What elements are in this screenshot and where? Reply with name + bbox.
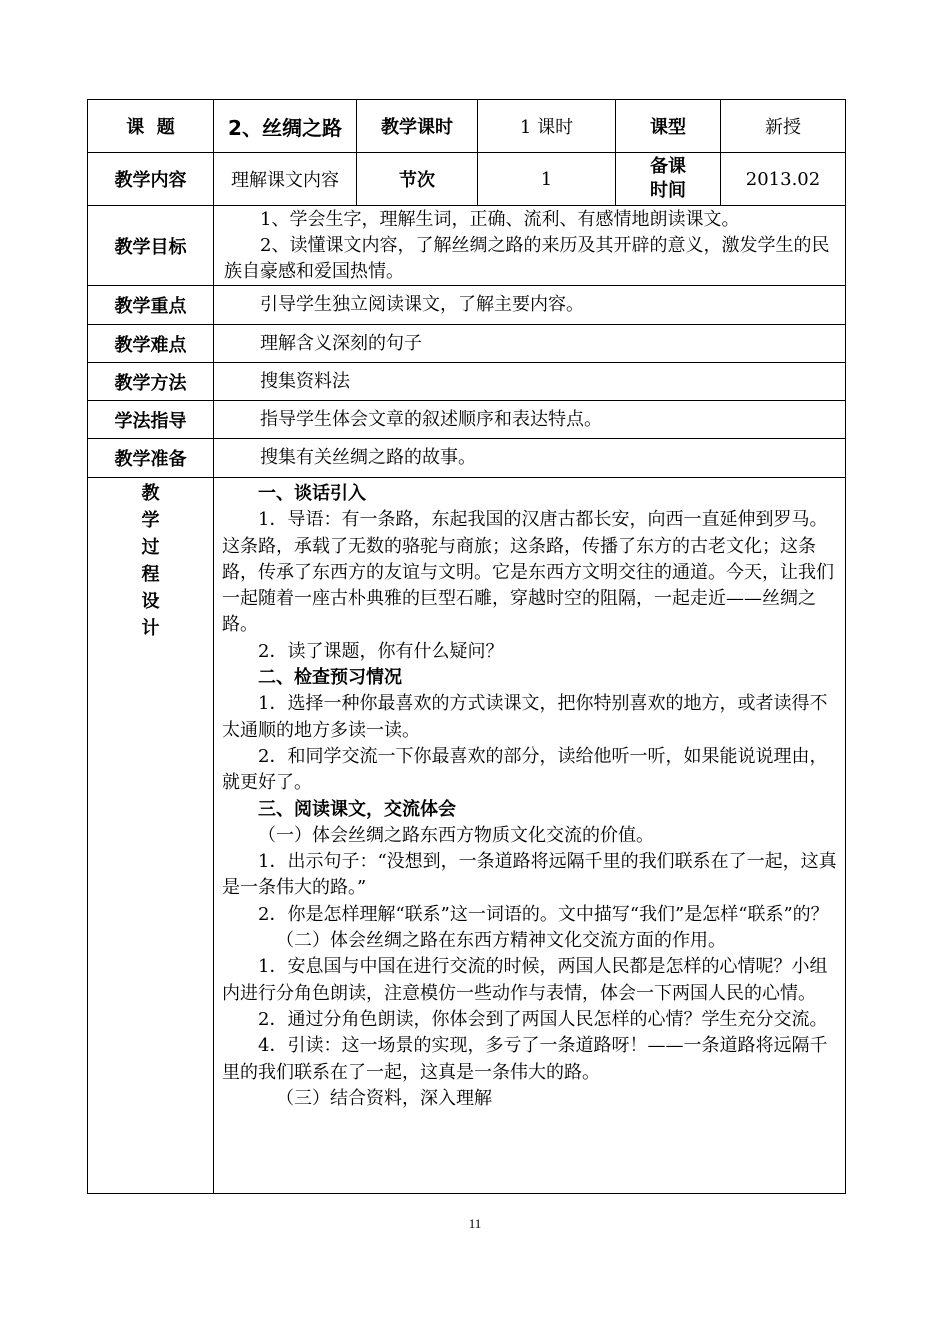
page-number: 11 [468, 1216, 482, 1231]
guide-row [88, 401, 846, 439]
hours-label: 教学课时 [357, 100, 478, 153]
content-value: 理解课文内容 [214, 153, 357, 206]
goal-1: 1、学会生字，理解生词，正确、流利、有感情地朗读课文。 [260, 208, 740, 230]
paragraph: 2．和同学交流一下你最喜欢的部分，读给他听一听，如果能说说理由，就更好了。 [222, 745, 828, 794]
type-value: 新授 [721, 100, 846, 153]
paragraph: 2．你是怎样理解“联系”这一词语的。文中描写“我们”是怎样“联系”的？ [258, 903, 829, 925]
sub-heading: （三）结合资料，深入理解 [276, 1087, 492, 1109]
paragraph: 1．选择一种你最喜欢的方式读课文，把你特别喜欢的地方，或者读得不太通顺的地方多读一读。 [222, 693, 828, 741]
key-row [88, 286, 846, 325]
paragraph: 2．读了课题，你有什么疑问？ [258, 640, 504, 662]
goal-2: 2、读懂课文内容，了解丝绸之路的来历及其开辟的意义，激发学生的民族自豪感和爱国热情。 [224, 234, 830, 282]
difficulty-label: 教学难点 [88, 325, 214, 363]
prep-row [88, 439, 846, 478]
process-label [88, 478, 214, 1194]
topic-label: 课 题 [88, 100, 214, 153]
prep-value: 搜集有关丝绸之路的故事。 [214, 439, 846, 478]
process-label-char: 学 [141, 510, 160, 531]
process-body [214, 478, 846, 1194]
prep-time-label: 备课时间 [616, 153, 721, 206]
guide-label: 学法指导 [88, 401, 214, 439]
method-label: 教学方法 [88, 363, 214, 401]
goals-row [88, 206, 846, 286]
section-heading: 三、阅读课文，交流体会 [258, 798, 456, 820]
process-label-char: 计 [141, 618, 160, 639]
goals-cell [214, 206, 846, 286]
paragraph: 1．出示句子：“没想到，一条道路将远隔千里的我们联系在了一起，这真是一条伟大的路。” [222, 851, 837, 899]
guide-value: 指导学生体会文章的叙述顺序和表达特点。 [214, 401, 846, 439]
hours-value: 1 课时 [478, 100, 616, 153]
process-label-char: 教 [141, 483, 160, 504]
paragraph: 1．安息国与中国在进行交流的时候，两国人民都是怎样的心情呢？小组内进行分角色朗读，注意模仿一些动作与表情，体会一下两国人民的心情。 [222, 956, 828, 1004]
method-value: 搜集资料法 [214, 363, 846, 401]
sub-heading: （一）体会丝绸之路东西方物质文化交流的价值。 [258, 824, 654, 846]
prep-label: 教学准备 [88, 439, 214, 478]
sub-heading: （二）体会丝绸之路在东西方精神文化交流方面的作用。 [276, 930, 726, 952]
process-label-char: 过 [141, 537, 160, 558]
type-label: 课型 [616, 100, 721, 153]
session-label: 节次 [357, 153, 478, 206]
key-value: 引导学生独立阅读课文，了解主要内容。 [214, 286, 846, 325]
difficulty-row [88, 325, 846, 363]
section-heading: 一、谈话引入 [258, 483, 366, 504]
section-heading: 二、检查预习情况 [258, 667, 402, 689]
paragraph: 2．通过分角色朗读，你体会到了两国人民怎样的心情？学生充分交流。 [258, 1008, 828, 1030]
header-row-1 [88, 100, 846, 153]
content-label: 教学内容 [88, 153, 214, 206]
paragraph: 4．引读：这一场景的实现，多亏了一条道路呀！——一条道路将远隔千里的我们联系在了一起，这真是一条伟大的路。 [222, 1035, 828, 1083]
process-row [88, 478, 846, 1194]
header-row-2 [88, 153, 846, 206]
goals-label: 教学目标 [88, 206, 214, 286]
topic-value: 2、丝绸之路 [214, 100, 357, 153]
lesson-plan-table [87, 99, 846, 1194]
session-value: 1 [478, 153, 616, 206]
paragraph: 1．导语：有一条路，东起我国的汉唐古都长安，向西一直延伸到罗马。这条路，承载了无数的骆驼与商旅；这条路，传播了东方的古老文化；这条路，传承了东西方的友谊与文明。它是东西方文明交往的通道。今天，让我们一起随着一座古朴典雅的巨型石雕，穿越时空的阻隔，一起走近——丝绸之路。 [222, 509, 834, 636]
key-label: 教学重点 [88, 286, 214, 325]
process-label-char: 设 [141, 591, 160, 612]
prep-time-value: 2013.02 [721, 153, 846, 206]
method-row [88, 363, 846, 401]
process-label-char: 程 [141, 564, 160, 585]
difficulty-value: 理解含义深刻的句子 [214, 325, 846, 363]
